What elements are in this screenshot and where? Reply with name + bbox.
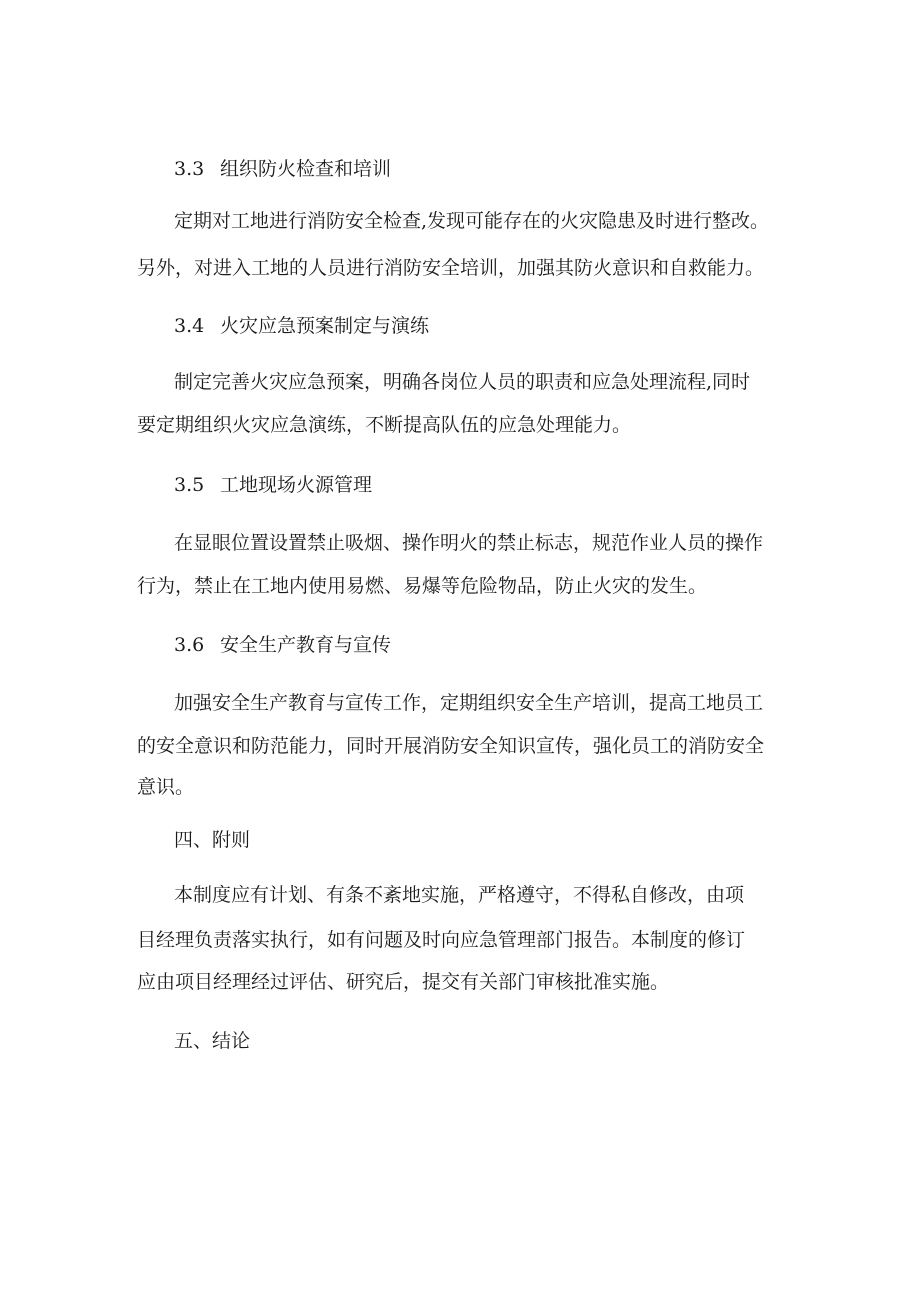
section-heading-appendix — [174, 828, 250, 852]
paragraph-line: 加强安全生产教育与宣传工作，定期组织安全生产培训，提高工地员工 — [174, 692, 764, 714]
section-title: 四、附则 — [174, 829, 251, 851]
paragraph-line: 在显眼位置设置禁止吸烟、操作明火的禁止标志，规范作业人员的操作 — [174, 532, 764, 554]
paragraph-line: 制定完善火灾应急预案，明确各岗位人员的职责和应急处理流程,同时 — [174, 371, 751, 393]
section-title: 工地现场火源管理 — [220, 474, 373, 496]
paragraph-line: 目经理负责落实执行，如有问题及时向应急管理部门报告。本制度的修订 — [137, 929, 746, 951]
section-heading-3-6 — [174, 633, 391, 657]
section-number: 3.5 — [174, 474, 205, 496]
paragraph-line: 意识。 — [137, 776, 195, 798]
paragraph-line: 要定期组织火灾应急演练，不断提高队伍的应急处理能力。 — [137, 414, 632, 436]
paragraph-line: 的安全意识和防范能力，同时开展消防安全知识宣传，强化员工的消防安全 — [137, 735, 765, 757]
paragraph-line: 应由项目经理经过评估、研究后，提交有关部门审核批准实施。 — [137, 971, 670, 993]
section-number: 3.6 — [174, 634, 205, 656]
section-number: 3.3 — [174, 158, 205, 180]
section-heading-3-4 — [174, 314, 429, 338]
paragraph-line: 行为，禁止在工地内使用易燃、易爆等危险物品，防止火灾的发生。 — [137, 575, 708, 597]
section-title: 安全生产教育与宣传 — [220, 634, 392, 656]
section-title: 五、结论 — [174, 1030, 251, 1052]
section-heading-conclusion — [174, 1029, 250, 1053]
paragraph-line: 另外，对进入工地的人员进行消防安全培训，加强其防火意识和自救能力。 — [137, 257, 765, 279]
section-heading-3-3 — [174, 157, 391, 181]
section-number: 3.4 — [174, 315, 205, 337]
paragraph-line: 本制度应有计划、有条不紊地实施，严格遵守，不得私自修改，由项 — [174, 884, 745, 906]
paragraph-line: 定期对工地进行消防安全检查,发现可能存在的火灾隐患及时进行整改。 — [174, 210, 770, 232]
section-title: 火灾应急预案制定与演练 — [220, 315, 430, 337]
section-title: 组织防火检查和培训 — [220, 158, 392, 180]
section-heading-3-5 — [174, 473, 372, 497]
